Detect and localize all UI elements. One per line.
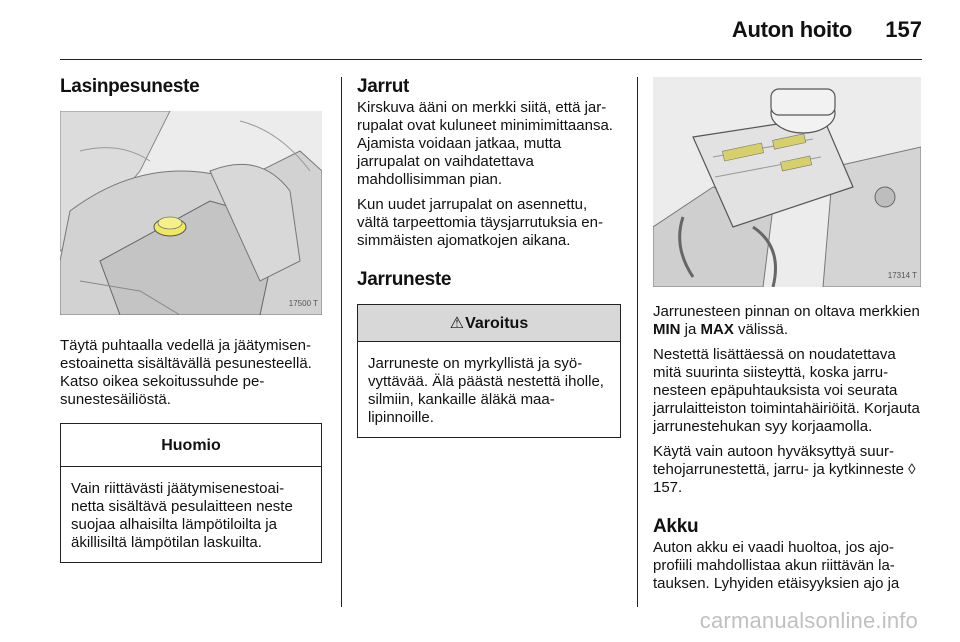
text-segment: Käytä vain autoon hyväksyttyä suurtehojarrunestettä, jarru- ja kytkinneste	[653, 443, 909, 478]
warning-header	[358, 305, 620, 342]
washer-reservoir-figure	[60, 111, 322, 315]
left-column	[60, 75, 322, 563]
text-segment: Jarrunesteen pinnan on oltava merkkien	[653, 303, 920, 320]
brake-reservoir-figure	[653, 77, 921, 287]
header-divider	[60, 59, 922, 60]
brake-fluid-approved-text	[653, 443, 921, 497]
brake-fluid-cleanliness-text: Nestettä lisättäessä on noudatettava mitä suurinta siisteyttä, koska jarrunesteen epäpuhtauksista voi seurata jarrulaitteiston toimintahäiriöitä. Korjauta jarrunestehukan syy korjaamolla.	[653, 346, 920, 435]
battery-heading: Akku	[653, 516, 699, 537]
page-reference[interactable]: 157.	[653, 479, 683, 496]
warning-title: Varoitus	[465, 315, 529, 332]
middle-column	[357, 75, 621, 438]
min-marker: MIN	[653, 321, 681, 338]
warning-icon: ⚠	[449, 315, 465, 332]
brake-fluid-heading: Jarruneste	[357, 269, 452, 290]
page-reference-icon: ◊	[908, 461, 916, 478]
warning-box	[357, 304, 621, 438]
column-divider-right	[637, 77, 638, 607]
figure-code: 17500 T	[288, 299, 318, 308]
warning-text: Jarruneste on myrkyllistä ja syövyttävää. Älä päästä nestettä iholle, silmiin, kankaille äläkä maalipinnoille.	[368, 355, 604, 426]
battery-text: Auton akku ei vaadi huoltoa, jos ajoprofiili mahdollistaa akun riittävän latauksen. Lyhyiden etäisyyksien ajo ja	[653, 539, 900, 592]
text-segment: välissä.	[733, 321, 789, 338]
page-number: 157	[885, 17, 922, 42]
section-title: Auton hoito	[731, 17, 852, 42]
text-segment: ja	[680, 321, 701, 338]
brake-fluid-level-text	[653, 303, 921, 339]
brakes-paragraph-1: Kirskuva ääni on merkki siitä, että jarrupalat ovat kuluneet minimimittaansa. Ajamista voidaan jatkaa, mutta jarrupalat on vaihdatettava mahdollisimman pian.	[357, 99, 613, 188]
washer-fluid-text: Täytä puhtaalla vedellä ja jäätymisenestoainetta sisältävällä pesunesteellä. Katso oikea sekoitussuhde pesunestesäiliöstä.	[60, 337, 312, 408]
washer-fluid-heading: Lasinpesuneste	[60, 76, 200, 97]
notice-title: Huomio	[61, 424, 321, 467]
notice-text: Vain riittävästi jäätymisenestoainetta sisältävä pesulaitteen neste suojaa alhaisilta lämpötiloilta ja äkillisiltä lämpötilan laskuilta.	[71, 480, 293, 551]
watermark: carmanualsonline.info	[699, 608, 918, 633]
washer-reservoir-illustration	[60, 111, 322, 315]
brake-reservoir-illustration	[653, 77, 921, 287]
page-header	[0, 0, 960, 66]
right-column	[653, 75, 921, 593]
figure-code: 17314 T	[887, 271, 917, 280]
max-marker: MAX	[700, 321, 734, 338]
brakes-heading: Jarrut	[357, 76, 410, 97]
column-divider-left	[341, 77, 342, 607]
brakes-paragraph-2: Kun uudet jarrupalat on asennettu, vältä tarpeettomia täysjarrutuksia ensimmäisten ajomatkojen aikana.	[357, 196, 603, 249]
notice-box	[60, 423, 322, 563]
